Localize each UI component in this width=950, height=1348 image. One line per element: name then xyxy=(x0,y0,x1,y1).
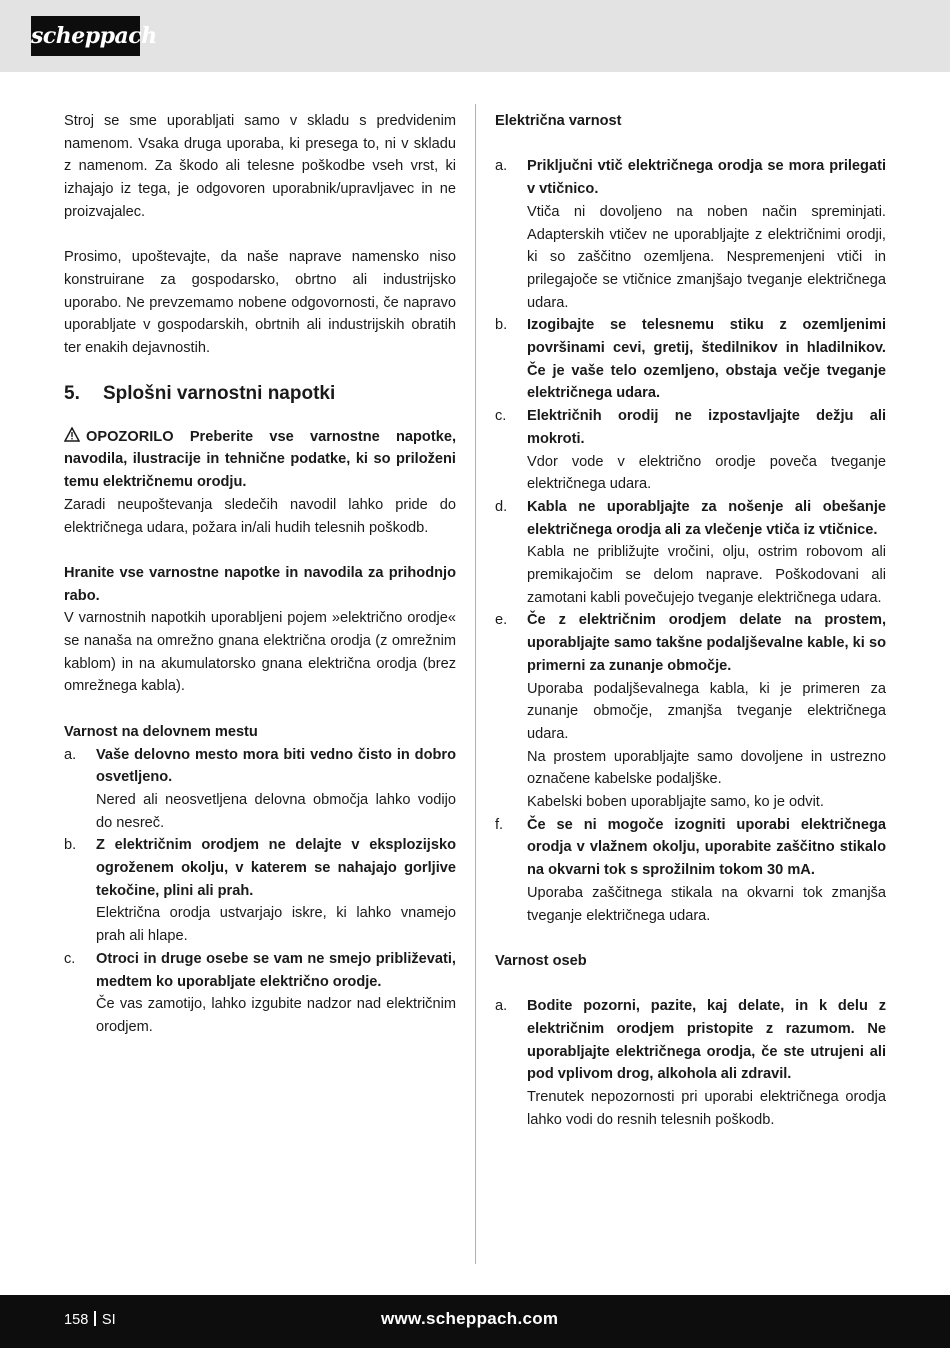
item-text: Na prostem uporabljajte samo dovoljene in ustrezno označene kabelske podaljške. xyxy=(527,748,886,788)
keep-bold-text: Hranite vse varnostne napotke in navodila za prihodnjo rabo. xyxy=(64,564,456,604)
electric-item-e xyxy=(495,609,886,813)
item-bold: Če z električnim orodjem delate na prostem, uporabljajte samo takšne podaljševalne kable, ki so primerni za zunanje območje. xyxy=(527,612,886,674)
item-letter: c. xyxy=(64,950,76,967)
item-bold: Če se ni mogoče izogniti uporabi električnega orodja v vlažnem okolju, uporabite zaščitno stikalo na okvarni tok s sprožilnim tokom 30 mA. xyxy=(527,816,886,879)
electric-item-d xyxy=(495,496,886,610)
language-code: SI xyxy=(101,1312,116,1328)
item-text: Električna orodja ustvarjajo iskre, ki lahko vnamejo prah ali hlape. xyxy=(96,905,456,945)
item-bold: Priključni vtič električnega orodja se mora prilegati v vtičnico. xyxy=(527,158,886,198)
item-letter: a. xyxy=(495,158,508,175)
brand-logo: scheppach xyxy=(31,16,140,56)
workplace-heading: Varnost na delovnem mestu xyxy=(64,723,258,740)
electric-item-a xyxy=(495,155,886,314)
item-letter: a. xyxy=(495,998,508,1015)
workplace-item-c xyxy=(64,948,456,1039)
item-text: Vtiča ni dovoljeno na noben način spreminjati. Adapterskih vtičev ne uporabljajte z električnimi orodji, ki so zaščitno ozemljena. Nespremenjeni vtiči in prilegajoče se vtičnice zmanjšajo tveganje električnega udara. xyxy=(527,203,886,311)
electric-item-b xyxy=(495,314,886,405)
section-title: Splošni varnostni napotki xyxy=(103,382,336,404)
column-divider xyxy=(475,104,476,1264)
electric-item-c xyxy=(495,405,886,496)
workplace-item-b xyxy=(64,834,456,948)
warning-bold-text: OPOZORILO Preberite vse varnostne napotke, navodila, ilustracije in tehnične podatke, ki so priloženi temu električnemu orodju. xyxy=(64,428,456,491)
item-letter: e. xyxy=(495,612,508,629)
workplace-item-a xyxy=(64,744,456,835)
left-column xyxy=(64,110,456,1039)
item-letter: b. xyxy=(495,317,508,334)
item-text: Uporaba zaščitnega stikala na okvarni tok zmanjša tveganje električnega udara. xyxy=(527,884,886,924)
item-bold: Otroci in druge osebe se vam ne smejo približevati, medtem ko uporabljate električno orodje. xyxy=(96,950,456,990)
persons-heading: Varnost oseb xyxy=(495,952,587,969)
item-text: Kabelski boben uporabljajte samo, ko je odvit. xyxy=(527,794,824,811)
item-text: Če vas zamotijo, lahko izgubite nadzor nad električnim orodjem. xyxy=(96,996,456,1035)
section-number: 5. xyxy=(64,382,80,404)
item-bold: Z električnim orodjem ne delajte v eksplozijsko ogroženem okolju, v katerem se nahajajo gorljive tekočine, plini ali prah. xyxy=(96,837,456,899)
footer-bar xyxy=(0,1295,950,1348)
intro-paragraph-1: Stroj se sme uporabljati samo v skladu s predvidenim namenom. Vsaka druga uporaba, ki presega to, ni v skladu z namenom. Za škodo ali telesne poškodbe vseh vrst, ki izhajajo iz tega, je odgovoren uporabnik/upravljavec in ne proizvajalec. xyxy=(64,113,456,220)
item-text: Kabla ne približujte vročini, olju, ostrim robovom ali premikajočim se delom naprave. Poškodovani ali zamotani kabli povečujejo tveganje električnega udara. xyxy=(527,544,886,606)
item-text: Nered ali neosvetljena delovna območja lahko vodijo do nesreč. xyxy=(96,791,456,831)
page-number-value: 158 xyxy=(64,1312,89,1328)
persons-item-a xyxy=(495,995,886,1131)
item-letter: b. xyxy=(64,837,77,854)
intro-paragraph-2: Prosimo, upoštevajte, da naše naprave namensko niso konstruirane za gospodarsko, obrtno ali industrijsko uporabo. Ne prevzemamo nobene odgovornosti, če napravo uporabljate v gospodarskih, obrtnih ali industrijskih obratih ter enakih dejavnostih. xyxy=(64,249,456,357)
keep-instructions xyxy=(64,562,456,607)
item-bold: Izogibajte se telesnemu stiku z ozemljenimi površinami cevi, gretij, štedilnikov in hladilnikov. Če je vaše telo ozemljeno, obstaja večje tveganje električnega udara. xyxy=(527,317,886,402)
item-text: Uporaba podaljševalnega kabla, ki je primeren za zunanje območje, zmanjša tveganje električnega udara. xyxy=(527,680,886,742)
warning-icon xyxy=(64,427,80,442)
item-text: Vdor vode v električno orodje poveča tveganje električnega udara. xyxy=(527,453,886,493)
website-url: www.scheppach.com xyxy=(381,1309,559,1328)
warning-block xyxy=(64,426,456,494)
item-text: Trenutek nepozornosti pri uporabi električnega orodja lahko vodi do resnih telesnih poškodb. xyxy=(527,1089,886,1128)
header-bar xyxy=(0,0,950,72)
item-letter: a. xyxy=(64,746,77,763)
electric-heading: Električna varnost xyxy=(495,113,622,129)
page-separator xyxy=(94,1311,96,1326)
electric-item-f xyxy=(495,814,886,928)
item-bold: Bodite pozorni, pazite, kaj delate, in k delu z električnim orodjem pristopite z razumom. Ne uporabljajte električnega orodja, če ste utrujeni ali pod vplivom drog, alkohola ali zdravil. xyxy=(527,998,886,1083)
section-heading xyxy=(64,382,456,406)
right-column xyxy=(495,110,886,1132)
item-bold: Vaše delovno mesto mora biti vedno čisto in dobro osvetljeno. xyxy=(96,746,456,786)
item-letter: c. xyxy=(495,408,507,425)
item-bold: Električnih orodij ne izpostavljajte dežju ali mokroti. xyxy=(527,408,886,447)
warning-consequence: Zaradi neupoštevanja sledečih navodil lahko pride do električnega udara, požara in/ali hudih telesnih poškodb. xyxy=(64,496,456,536)
item-bold: Kabla ne uporabljajte za nošenje ali obešanje električnega orodja ali za vlečenje vtiča iz vtičnice. xyxy=(527,498,886,538)
item-letter: f. xyxy=(495,816,504,833)
page-number xyxy=(64,1310,116,1330)
item-letter: d. xyxy=(495,498,508,515)
term-definition: V varnostnih napotkih uporabljeni pojem »električno orodje« se nanaša na omrežno gnana električna orodja (z omrežnim kablom) in na akumulatorsko gnana električna orodja (brez omrežnega kabla). xyxy=(64,610,456,695)
